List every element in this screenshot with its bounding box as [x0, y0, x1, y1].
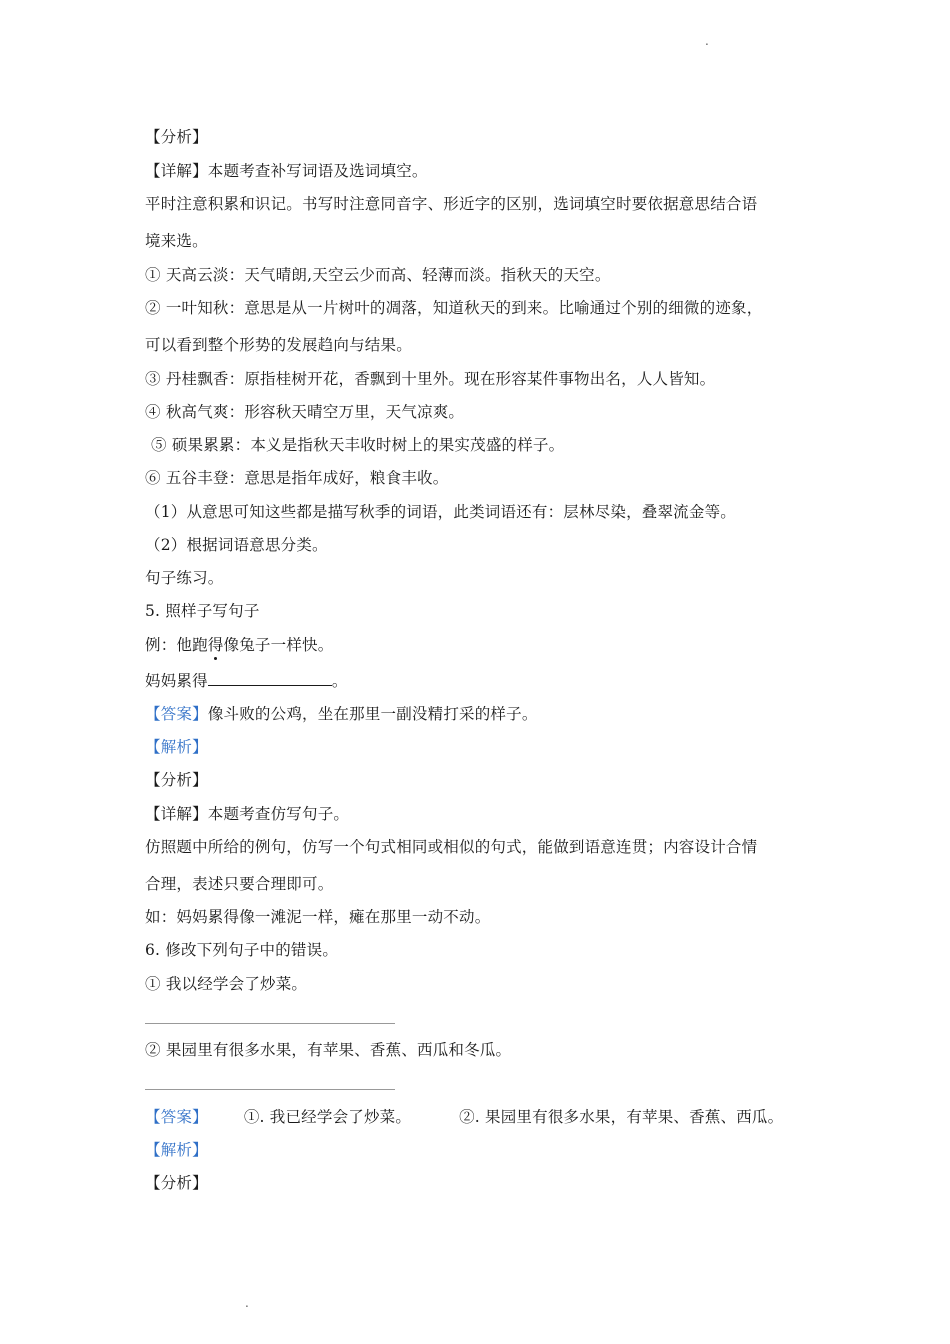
question-5: 5. 照样子写句子 — [145, 602, 260, 620]
question-6: 6. 修改下列句子中的错误。 — [145, 941, 339, 959]
item-5: ⑤ 硕果累累：本义是指秋天丰收时树上的果实茂盛的样子。 — [151, 436, 565, 454]
answer-rule-1 — [145, 1023, 395, 1024]
answer-6-2: ②. 果园里有很多水果，有苹果、香蕉、西瓜。 — [459, 1108, 784, 1126]
header-mark: . — [705, 34, 709, 48]
answer-blank — [208, 671, 332, 686]
fill-prompt — [145, 671, 348, 691]
section-heading: 句子练习。 — [145, 569, 224, 587]
example-sentence — [145, 635, 333, 655]
answer-6-1: ①. 我已经学会了炒菜。 — [243, 1108, 412, 1126]
answer-text: 像斗败的公鸡，坐在那里一副没精打采的样子。 — [207, 705, 538, 723]
paragraph-2a: 仿照题中所给的例句，仿写一个句式相同或相似的句式，能做到语意连贯；内容设计合情 — [145, 838, 758, 856]
item-1: ① 天高云淡：天气晴朗,天空云少而高、轻薄而淡。指秋天的天空。 — [145, 266, 611, 284]
analysis-heading-2: 【分析】 — [145, 771, 208, 789]
analysis-heading-3: 【分析】 — [145, 1174, 208, 1192]
paragraph-2b: 合理，表述只要合理即可。 — [145, 875, 334, 893]
prompt-suffix: 。 — [331, 672, 348, 690]
answer-label-6: 【答案】 — [145, 1108, 208, 1126]
sub-point-2: （2）根据词语意思分类。 — [145, 536, 328, 554]
detail-heading-1: 【详解】本题考查补写词语及选词填空。 — [145, 162, 428, 180]
item-4: ④ 秋高气爽：形容秋天晴空万里，天气凉爽。 — [145, 403, 465, 421]
example-prefix: 例：他跑 — [145, 636, 208, 654]
answer-rule-2 — [145, 1089, 395, 1090]
paragraph-1b: 境来选。 — [145, 232, 208, 250]
explain-label-6: 【解析】 — [145, 1141, 208, 1159]
footer-mark: . — [245, 1296, 249, 1310]
wrong-sentence-1: ① 我以经学会了炒菜。 — [145, 975, 308, 993]
emphasis-char: 得 — [207, 636, 224, 654]
item-3: ③ 丹桂飘香：原指桂树开花，香飘到十里外。现在形容某件事物出名，人人皆知。 — [145, 370, 716, 388]
sub-point-1: （1）从意思可知这些都是描写秋季的词语，此类词语还有：层林尽染，叠翠流金等。 — [145, 503, 736, 521]
explain-label-5: 【解析】 — [145, 738, 208, 756]
analysis-heading-1: 【分析】 — [145, 128, 208, 146]
example-suffix: 像兔子一样快。 — [223, 636, 334, 654]
detail-heading-2: 【详解】本题考查仿写句子。 — [145, 805, 350, 823]
prompt-prefix: 妈妈累得 — [145, 672, 208, 690]
answer-line-6 — [145, 1107, 783, 1127]
answer-line-5 — [145, 704, 538, 724]
example-answer: 如：妈妈累得像一滩泥一样，瘫在那里一动不动。 — [145, 908, 491, 926]
item-6: ⑥ 五谷丰登：意思是指年成好，粮食丰收。 — [145, 469, 449, 487]
wrong-sentence-2: ② 果园里有很多水果，有苹果、香蕉、西瓜和冬瓜。 — [145, 1041, 512, 1059]
answer-label: 【答案】 — [145, 705, 208, 723]
paragraph-1a: 平时注意积累和识记。书写时注意同音字、形近字的区别，选词填空时要依据意思结合语 — [145, 195, 758, 213]
item-2b: 可以看到整个形势的发展趋向与结果。 — [145, 336, 412, 354]
item-2a: ② 一叶知秋：意思是从一片树叶的凋落，知道秋天的到来。比喻通过个别的细微的迹象， — [145, 299, 763, 317]
